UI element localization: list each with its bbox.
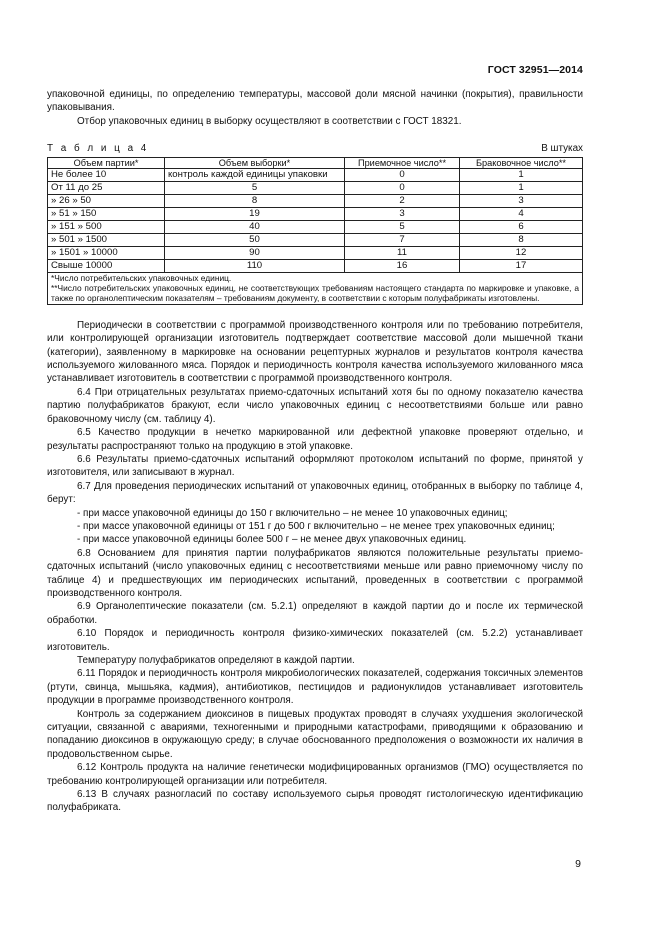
list-item: - при массе упаковочной единицы более 500 г – не менее двух упаковочных единиц. — [77, 534, 467, 546]
intro-paragraph-continuation: упаковочной единицы, по определению температуры, массовой доли мясной начинки (покрытия), правильности упаковывания. — [47, 89, 583, 114]
rejection-number-cell: 3 — [460, 194, 583, 207]
document-standard-number: ГОСТ 32951—2014 — [487, 64, 583, 76]
paragraph-muscle-tissue-control: Периодически в соответствии с программой производственного контроля или по требованию потребителя, или контролирующей организации изготовитель подтверждает соответствие массовой доли мышечной ткани (категории), заявленному в маркировке на основании рецептурных журналов и результатов контроля качества используемого жилованного мяса. Порядок и периодичность контроля качества используемого жилованного мяса устанавливает изготовитель в соответствии с программой производственного контроля. — [47, 319, 583, 385]
table-row — [48, 181, 583, 194]
table-row — [48, 168, 583, 181]
sample-size-cell: 50 — [165, 233, 345, 246]
clause-6-12: 6.12 Контроль продукта на наличие генетически модифицированных организмов (ГМО) осуществляется по требованию контролирующей организации или потребителя. — [47, 762, 583, 787]
list-item: - при массе упаковочной единицы от 151 г до 500 г включительно – не менее трех упаковочных единиц; — [77, 520, 555, 532]
table-note-double-asterisk: **Число потребительских упаковочных единиц, не соответствующих требованиям настоящего стандарта по маркировке и упаковке, а также по органолептическим показателям – требованиям документу, в соответствии с которым полуфабрикаты изготовлены. — [51, 283, 579, 304]
column-header-acceptance-number: Приемочное число** — [345, 157, 460, 168]
paragraph-dioxins: Контроль за содержанием диоксинов в пищевых продуктах проводят в случаях ухудшения экологической ситуации, связанной с авариями, техногенными и природными катастрофами, приводящими к образованию и попаданию диоксинов в окружающую среду; в случае обоснованного предположения о возможности их наличия в продовольственном сырье. — [47, 708, 583, 760]
sample-size-cell: 5 — [165, 181, 345, 194]
table-header-row — [48, 157, 583, 168]
table-row — [48, 233, 583, 246]
lot-size-cell: » 501 » 1500 — [48, 233, 165, 246]
clause-6-11: 6.11 Порядок и периодичность контроля микробиологических показателей, содержания токсичных элементов (ртути, свинца, мышьяка, кадмия), антибиотиков, пестицидов и радионуклидов устанавливает изготовитель продукции в программе производственного контроля. — [47, 668, 583, 707]
sample-size-cell: 8 — [165, 194, 345, 207]
clause-6-13: 6.13 В случаях разногласий по составу используемого сырья проводят гистологическую идентификацию полуфабриката. — [47, 789, 583, 814]
acceptance-number-cell: 7 — [345, 233, 460, 246]
rejection-number-cell: 8 — [460, 233, 583, 246]
table-notes — [48, 272, 583, 304]
clause-6-8: 6.8 Основанием для принятия партии полуфабрикатов являются положительные результаты приемо-сдаточных испытаний (число упаковочных единиц с несоответствиями меньше или равно приемочному числу по таблице 4) и предшествующих им периодических испытаний, проведенных в соответствии с программой производственного контроля. — [47, 547, 583, 599]
sample-size-cell: контроль каждой единицы упаковки — [165, 168, 345, 181]
lot-size-cell: От 11 до 25 — [48, 181, 165, 194]
table-row — [48, 207, 583, 220]
lot-size-cell: » 26 » 50 — [48, 194, 165, 207]
clause-6-9: 6.9 Органолептические показатели (см. 5.2.1) определяют в каждой партии до и после их термической обработки. — [47, 601, 583, 626]
acceptance-number-cell: 0 — [345, 181, 460, 194]
sample-size-cell: 40 — [165, 220, 345, 233]
table-caption-row — [47, 142, 583, 155]
clause-6-7: 6.7 Для проведения периодических испытаний от упаковочных единиц, отобранных в выборку по таблице 4, берут: — [47, 480, 583, 506]
lot-size-cell: » 151 » 500 — [48, 220, 165, 233]
acceptance-number-cell: 5 — [345, 220, 460, 233]
table-row — [48, 220, 583, 233]
table-caption: Т а б л и ц а 4 — [47, 143, 149, 155]
list-item: - при массе упаковочной единицы до 150 г включительно – не менее 10 упаковочных единиц; — [77, 507, 508, 519]
paragraph-temperature: Температуру полуфабрикатов определяют в каждой партии. — [77, 655, 355, 666]
sample-size-cell: 90 — [165, 246, 345, 259]
lot-size-cell: » 51 » 150 — [48, 207, 165, 220]
table-note-single-asterisk: *Число потребительских упаковочных единиц. — [51, 272, 232, 283]
acceptance-number-cell: 0 — [345, 168, 460, 181]
table-notes-row — [48, 272, 583, 304]
rejection-number-cell: 1 — [460, 168, 583, 181]
rejection-number-cell: 6 — [460, 220, 583, 233]
rejection-number-cell: 17 — [460, 259, 583, 272]
acceptance-number-cell: 3 — [345, 207, 460, 220]
clause-6-5: 6.5 Качество продукции в нечетко маркированной или дефектной упаковке проверяют отдельно, и результаты распространяют только на продукцию в этой упаковке. — [47, 427, 583, 452]
acceptance-number-cell: 2 — [345, 194, 460, 207]
intro-paragraph-sampling: Отбор упаковочных единиц в выборку осуществляют в соответствии с ГОСТ 18321. — [77, 115, 462, 127]
lot-size-cell: Не более 10 — [48, 168, 165, 181]
clause-6-4: 6.4 При отрицательных результатах приемо-сдаточных испытаний хотя бы по одному показателю качества партию полуфабрикатов бракуют, если число упаковочных единиц с несоответствиями больше или равно браковочному числу (см. таблицу 4). — [47, 386, 583, 425]
column-header-rejection-number: Браковочное число** — [460, 157, 583, 168]
acceptance-number-cell: 11 — [345, 246, 460, 259]
clause-6-10: 6.10 Порядок и периодичность контроля физико-химических показателей (см. 5.2.2) устанавливает изготовитель. — [47, 628, 583, 653]
page-number: 9 — [575, 858, 581, 870]
page-content — [47, 88, 583, 815]
clause-6-6: 6.6 Результаты приемо-сдаточных испытаний оформляют протоколом испытаний по форме, принятой у изготовителя, или записывают в журнал. — [47, 453, 583, 479]
sampling-norms-table — [47, 157, 583, 305]
table-row — [48, 246, 583, 259]
column-header-lot-size: Объем партии* — [48, 157, 165, 168]
column-header-sample-size: Объем выборки* — [165, 157, 345, 168]
acceptance-number-cell: 16 — [345, 259, 460, 272]
sample-size-cell: 110 — [165, 259, 345, 272]
rejection-number-cell: 4 — [460, 207, 583, 220]
sample-size-cell: 19 — [165, 207, 345, 220]
table-row — [48, 259, 583, 272]
rejection-number-cell: 1 — [460, 181, 583, 194]
lot-size-cell: Свыше 10000 — [48, 259, 165, 272]
table-units: В штуках — [541, 143, 583, 155]
table-row — [48, 194, 583, 207]
rejection-number-cell: 12 — [460, 246, 583, 259]
lot-size-cell: » 1501 » 10000 — [48, 246, 165, 259]
